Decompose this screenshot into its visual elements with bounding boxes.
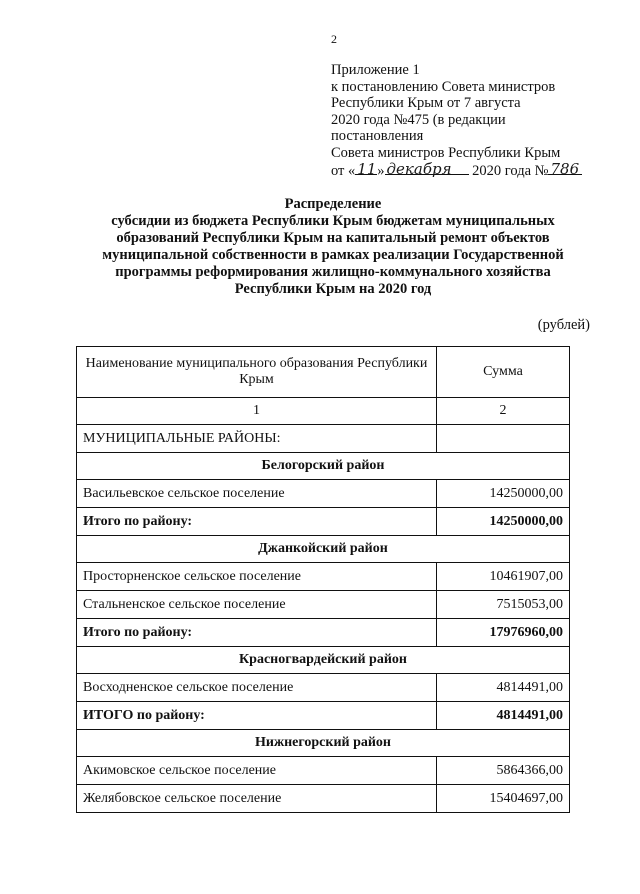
- appendix-line: к постановлению Совета министров: [331, 78, 556, 95]
- empty-cell: [437, 425, 570, 453]
- page-number: 2: [331, 32, 337, 46]
- amount-cell: 14250000,00: [437, 480, 570, 508]
- appendix-date-line: [331, 161, 611, 180]
- appendix-line: Приложение 1: [331, 62, 420, 78]
- date-prefix: от «: [331, 163, 356, 179]
- handwritten-month: декабря: [386, 159, 452, 178]
- district-row: [77, 730, 570, 757]
- title-line: программы реформирования жилищно-коммунального хозяйства: [115, 264, 551, 280]
- section-label: МУНИЦИПАЛЬНЫЕ РАЙОНЫ:: [77, 425, 437, 453]
- index-cell-1: 1: [77, 398, 437, 425]
- district-row: [77, 536, 570, 563]
- district-name: Нижнегорский район: [77, 730, 570, 757]
- title-line: муниципальной собственности в рамках реализации Государственной: [102, 247, 564, 263]
- title-line: образований Республики Крым на капитальный ремонт объектов: [116, 230, 550, 246]
- currency-note: (рублей): [537, 317, 590, 333]
- total-amount: 4814491,00: [437, 702, 570, 730]
- table-row: [77, 480, 570, 508]
- table-row: [77, 563, 570, 591]
- column-index-row: [77, 398, 570, 425]
- table-header-row: [77, 347, 570, 398]
- section-row: [77, 425, 570, 453]
- appendix-line: 2020 года №475 (в редакции: [331, 111, 506, 128]
- handwritten-day: 11: [357, 159, 377, 178]
- settlement-name: Просторненское сельское поселение: [77, 563, 437, 591]
- day-fill-line: [355, 159, 377, 178]
- date-mid: »: [377, 163, 385, 179]
- appendix-line: постановления: [331, 128, 424, 144]
- settlement-name: Акимовское сельское поселение: [77, 757, 437, 785]
- title-line: Распределение: [284, 196, 382, 212]
- year-text: 2020 года №: [472, 163, 549, 179]
- appendix-header: [331, 62, 611, 180]
- total-label: ИТОГО по району:: [77, 702, 437, 730]
- table-row: [77, 591, 570, 619]
- total-label: Итого по району:: [77, 619, 437, 647]
- header-amount-cell: Сумма: [437, 347, 570, 398]
- amount-cell: 10461907,00: [437, 563, 570, 591]
- number-fill-line: [548, 159, 582, 178]
- district-row: [77, 647, 570, 674]
- district-total-row: [77, 702, 570, 730]
- amount-cell: 5864366,00: [437, 757, 570, 785]
- title-line: субсидии из бюджета Республики Крым бюджетам муниципальных: [111, 213, 555, 229]
- amount-cell: 7515053,00: [437, 591, 570, 619]
- settlement-name: Желябовское сельское поселение: [77, 785, 437, 813]
- table-row: [77, 674, 570, 702]
- document-title: [68, 196, 598, 298]
- distribution-table: [76, 346, 570, 813]
- settlement-name: Стальненское сельское поселение: [77, 591, 437, 619]
- appendix-line: Совета министров Республики Крым: [331, 144, 561, 161]
- district-total-row: [77, 619, 570, 647]
- total-amount: 17976960,00: [437, 619, 570, 647]
- table-row: [77, 757, 570, 785]
- settlement-name: Восходненское сельское поселение: [77, 674, 437, 702]
- district-name: Джанкойский район: [77, 536, 570, 563]
- district-row: [77, 453, 570, 480]
- settlement-name: Васильевское сельское поселение: [77, 480, 437, 508]
- total-amount: 14250000,00: [437, 508, 570, 536]
- district-total-row: [77, 508, 570, 536]
- title-line: Республики Крым на 2020 год: [234, 281, 432, 297]
- amount-cell: 15404697,00: [437, 785, 570, 813]
- header-name-cell: Наименование муниципального образования Республики Крым: [77, 347, 437, 398]
- table-row: [77, 785, 570, 813]
- month-fill-line: [385, 159, 469, 178]
- district-name: Белогорский район: [77, 453, 570, 480]
- district-name: Красногвардейский район: [77, 647, 570, 674]
- handwritten-number: 786: [550, 159, 580, 178]
- appendix-line: Республики Крым от 7 августа: [331, 95, 521, 111]
- index-cell-2: 2: [437, 398, 570, 425]
- total-label: Итого по району:: [77, 508, 437, 536]
- amount-cell: 4814491,00: [437, 674, 570, 702]
